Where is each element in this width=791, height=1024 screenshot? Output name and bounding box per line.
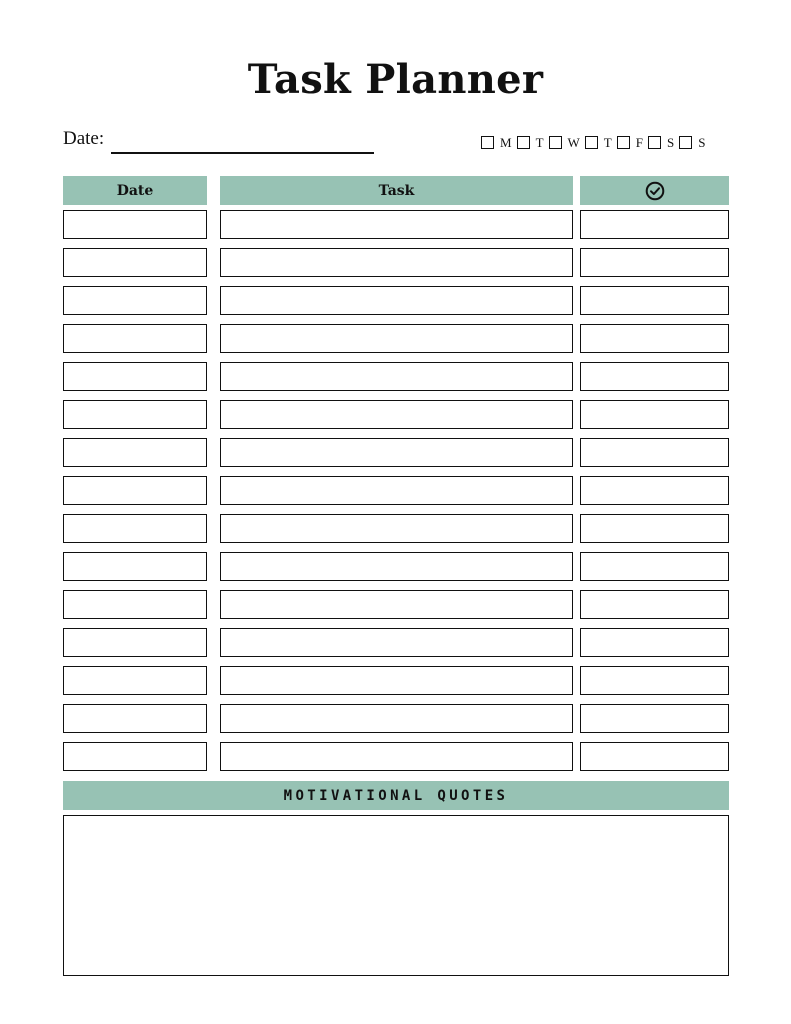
date-label: Date: bbox=[63, 128, 105, 149]
date-column-header-label: Date bbox=[116, 182, 154, 199]
done-column-header bbox=[580, 176, 729, 205]
weekday-checkbox[interactable] bbox=[517, 136, 530, 149]
date-cell[interactable] bbox=[63, 210, 207, 239]
check-circle-icon bbox=[645, 181, 665, 201]
weekday-checkbox[interactable] bbox=[648, 136, 661, 149]
weekday-label: F bbox=[635, 135, 643, 150]
weekday-checkbox[interactable] bbox=[617, 136, 630, 149]
done-cell[interactable] bbox=[580, 552, 729, 581]
weekday-checkbox[interactable] bbox=[481, 136, 494, 149]
task-cell[interactable] bbox=[220, 742, 573, 771]
weekday-label: S bbox=[698, 135, 706, 150]
date-cell[interactable] bbox=[63, 628, 207, 657]
date-field[interactable] bbox=[111, 152, 374, 154]
date-cell[interactable] bbox=[63, 400, 207, 429]
task-cell[interactable] bbox=[220, 514, 573, 543]
weekday-checkbox[interactable] bbox=[679, 136, 692, 149]
date-cell[interactable] bbox=[63, 590, 207, 619]
task-cell[interactable] bbox=[220, 438, 573, 467]
date-cell[interactable] bbox=[63, 476, 207, 505]
task-cell[interactable] bbox=[220, 666, 573, 695]
done-cell[interactable] bbox=[580, 438, 729, 467]
weekday-item bbox=[481, 134, 517, 150]
weekday-item bbox=[617, 134, 648, 150]
date-cell[interactable] bbox=[63, 666, 207, 695]
done-cell[interactable] bbox=[580, 324, 729, 353]
task-column-header-label: Task bbox=[378, 182, 415, 199]
done-cell[interactable] bbox=[580, 704, 729, 733]
weekday-checkbox[interactable] bbox=[549, 136, 562, 149]
task-cell[interactable] bbox=[220, 210, 573, 239]
motivational-quotes-header bbox=[63, 781, 729, 810]
done-cell[interactable] bbox=[580, 400, 729, 429]
task-cell[interactable] bbox=[220, 248, 573, 277]
done-cell[interactable] bbox=[580, 590, 729, 619]
date-cell[interactable] bbox=[63, 742, 207, 771]
done-cell[interactable] bbox=[580, 742, 729, 771]
task-cell[interactable] bbox=[220, 324, 573, 353]
task-column-header bbox=[220, 176, 573, 205]
task-cell[interactable] bbox=[220, 628, 573, 657]
done-cell[interactable] bbox=[580, 628, 729, 657]
weekday-checkbox[interactable] bbox=[585, 136, 598, 149]
done-cell[interactable] bbox=[580, 666, 729, 695]
weekday-checkboxes bbox=[481, 134, 705, 150]
motivational-quotes-area[interactable] bbox=[63, 815, 729, 976]
weekday-label: S bbox=[666, 135, 675, 150]
weekday-item bbox=[549, 134, 585, 150]
date-cell[interactable] bbox=[63, 438, 207, 467]
task-cell[interactable] bbox=[220, 400, 573, 429]
date-cell[interactable] bbox=[63, 324, 207, 353]
weekday-label: T bbox=[535, 135, 544, 150]
weekday-item bbox=[679, 134, 705, 150]
date-cell[interactable] bbox=[63, 704, 207, 733]
weekday-item bbox=[517, 134, 549, 150]
task-cell[interactable] bbox=[220, 286, 573, 315]
date-cell[interactable] bbox=[63, 514, 207, 543]
task-cell[interactable] bbox=[220, 362, 573, 391]
date-cell[interactable] bbox=[63, 362, 207, 391]
weekday-label: T bbox=[603, 135, 612, 150]
done-cell[interactable] bbox=[580, 362, 729, 391]
date-column-header bbox=[63, 176, 207, 205]
done-cell[interactable] bbox=[580, 514, 729, 543]
done-cell[interactable] bbox=[580, 286, 729, 315]
task-cell[interactable] bbox=[220, 476, 573, 505]
date-cell[interactable] bbox=[63, 248, 207, 277]
task-cell[interactable] bbox=[220, 704, 573, 733]
date-cell[interactable] bbox=[63, 552, 207, 581]
done-cell[interactable] bbox=[580, 210, 729, 239]
date-cell[interactable] bbox=[63, 286, 207, 315]
weekday-item bbox=[648, 134, 679, 150]
done-cell[interactable] bbox=[580, 248, 729, 277]
done-cell[interactable] bbox=[580, 476, 729, 505]
weekday-label: M bbox=[500, 135, 512, 150]
motivational-quotes-label: MOTIVATIONAL QUOTES bbox=[283, 787, 509, 804]
weekday-label: W bbox=[567, 135, 580, 150]
page-title: Task Planner bbox=[247, 56, 544, 103]
task-cell[interactable] bbox=[220, 552, 573, 581]
task-cell[interactable] bbox=[220, 590, 573, 619]
weekday-item bbox=[585, 134, 617, 150]
